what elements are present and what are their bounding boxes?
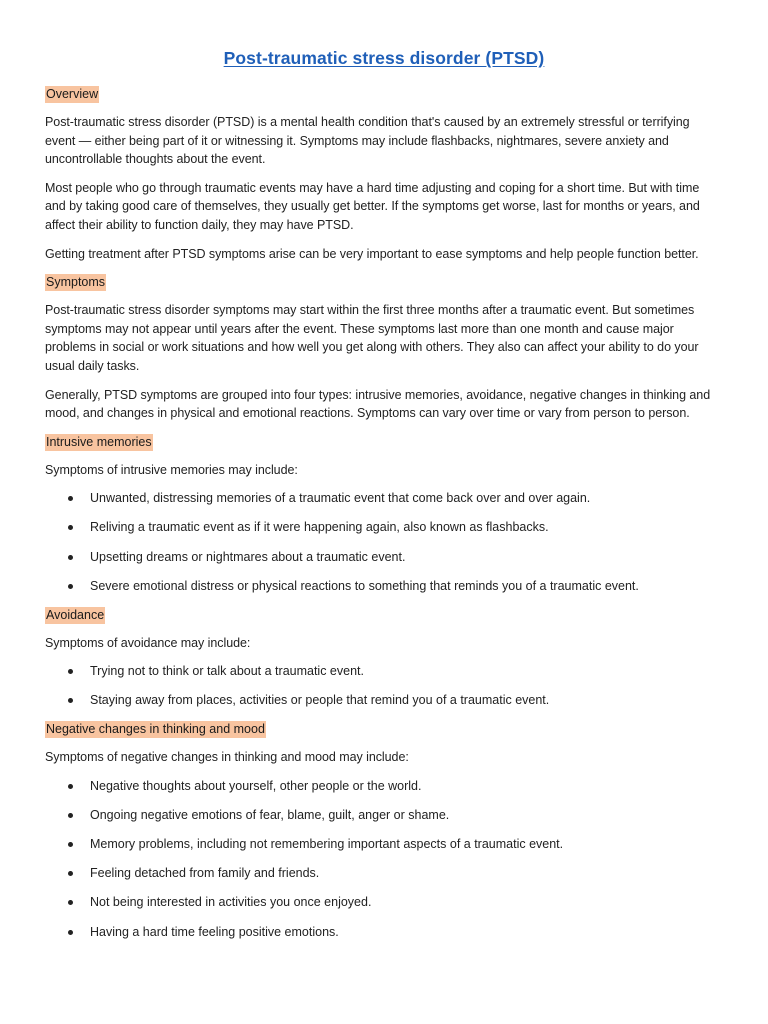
intrusive-memories-heading: Intrusive memories [46,434,152,449]
intrusive-memories-intro: Symptoms of intrusive memories may include: [45,462,298,477]
list-item: Upsetting dreams or nightmares about a traumatic event. [45,548,723,567]
intrusive-memories-section [45,433,723,451]
symptoms-section [45,273,723,291]
list-item: Negative thoughts about yourself, other people or the world. [45,777,723,796]
list-item: Unwanted, distressing memories of a traumatic event that come back over and over again. [45,489,723,508]
negative-changes-intro: Symptoms of negative changes in thinking and mood may include: [45,750,409,765]
overview-paragraph-2: Most people who go through traumatic events may have a hard time adjusting and coping for a short time. But with time and by taking good care of themselves, they usually get better. If the symptoms get worse, last for months or years, and affect their ability to function daily, they may have PTSD. [45,180,700,232]
list-item: Reliving a traumatic event as if it were happening again, also known as flashbacks. [45,518,723,537]
list-item: Staying away from places, activities or people that remind you of a traumatic event. [45,691,723,710]
document-title[interactable]: Post-traumatic stress disorder (PTSD) [223,48,545,68]
negative-changes-section [45,720,723,738]
list-item: Severe emotional distress or physical reactions to something that reminds you of a traumatic event. [45,577,723,596]
negative-changes-list [45,777,723,941]
avoidance-intro: Symptoms of avoidance may include: [45,635,251,650]
list-item: Not being interested in activities you once enjoyed. [45,893,723,912]
list-item: Feeling detached from family and friends. [45,864,723,883]
overview-heading: Overview [46,87,99,101]
list-item: Ongoing negative emotions of fear, blame, guilt, anger or shame. [45,806,723,825]
symptoms-heading: Symptoms [46,275,106,290]
list-item: Trying not to think or talk about a traumatic event. [45,662,723,681]
avoidance-section [45,606,723,624]
overview-paragraph-3: Getting treatment after PTSD symptoms arise can be very important to ease symptoms and help people function better. [45,246,699,261]
overview-paragraph-1: Post-traumatic stress disorder (PTSD) is a mental health condition that's caused by an extremely stressful or terrifying event — either being part of it or witnessing it. Symptoms may include flashbacks, nightmares, severe anxiety and uncontrollable thoughts about the event. [45,115,690,167]
overview-section [45,85,723,103]
avoidance-heading: Avoidance [46,607,105,622]
intrusive-memories-list [45,489,723,595]
negative-changes-heading: Negative changes in thinking and mood [46,722,265,737]
symptoms-paragraph-1: Post-traumatic stress disorder symptoms may start within the first three months after a traumatic event. But sometimes symptoms may not appear until years after the event. These symptoms last more than one month and cause major problems in social or work situations and how well you get along with others. They also can affect your ability to do your usual daily tasks. [45,303,699,373]
symptoms-paragraph-2: Generally, PTSD symptoms are grouped into four types: intrusive memories, avoidance, negative changes in thinking and mood, and changes in physical and emotional reactions. Symptoms can vary over time or vary from person to person. [45,387,711,421]
list-item: Having a hard time feeling positive emotions. [45,923,723,942]
list-item: Memory problems, including not remembering important aspects of a traumatic event. [45,835,723,854]
avoidance-list [45,662,723,710]
